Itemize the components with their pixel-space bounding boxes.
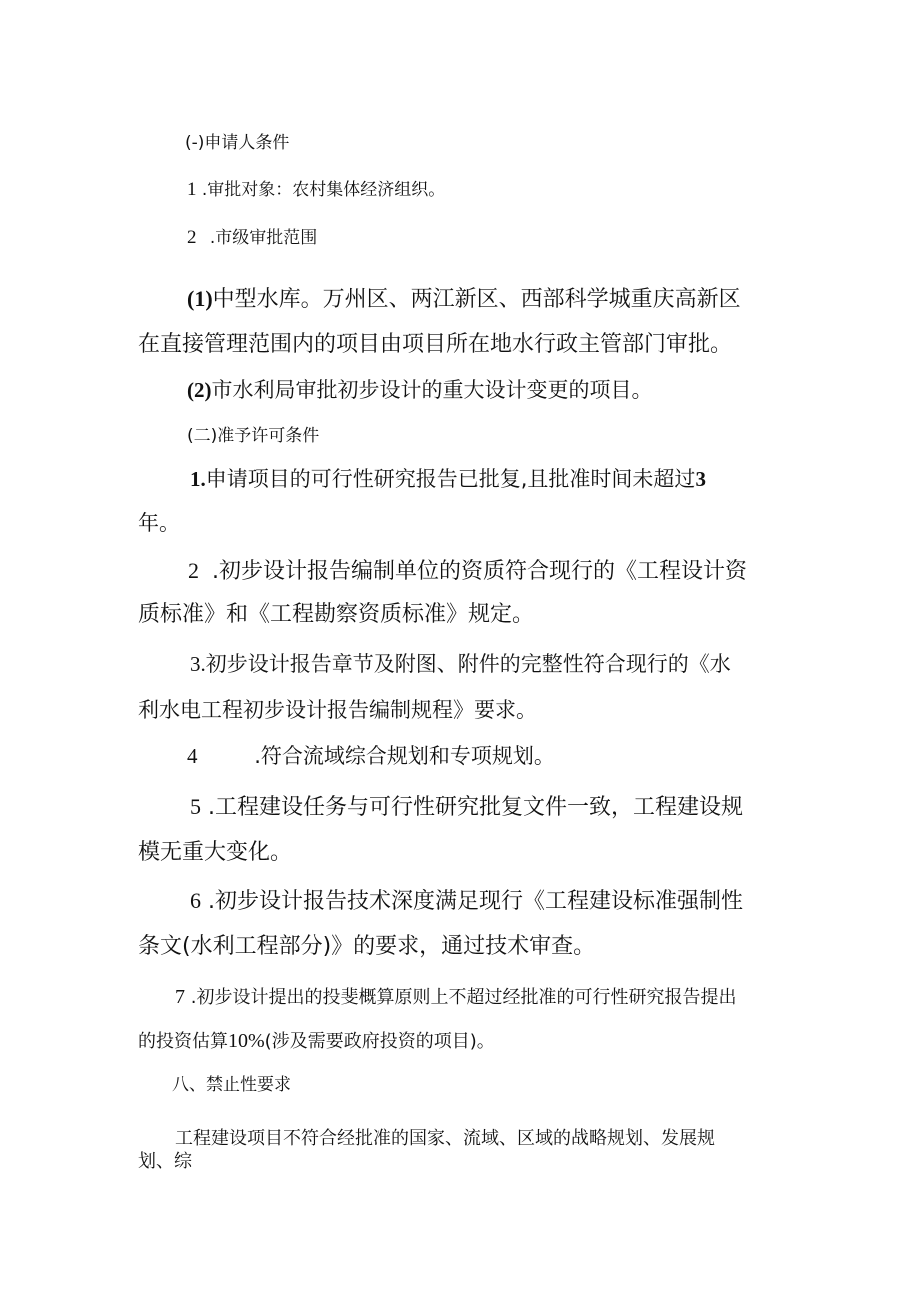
permit-condition-4 xyxy=(187,746,555,767)
section-heading-applicant-conditions: (-)申请人条件 xyxy=(185,133,290,153)
condition-number: 5 xyxy=(190,794,201,819)
condition-text-line-1: .初步设计报告技术深度满足现行《工程建设标准强制性 xyxy=(208,889,743,914)
condition-number: 7 xyxy=(175,986,185,1008)
permit-condition-6 xyxy=(190,890,743,913)
condition-text-line-1: 初步设计报告章节及附图、附件的完整性符合现行的《水 xyxy=(205,652,731,676)
item-text: .市级审批范围 xyxy=(209,228,318,248)
condition-text-part-2: (涉及需要政府投资的项目)。 xyxy=(264,1031,495,1052)
paragraph-text-line-1: 中型水库。万州区、两江新区、西部科学城重庆高新区 xyxy=(212,287,741,312)
permit-condition-6-line-2: 条文(水利工程部分)》的要求，通过技术审查。 xyxy=(138,934,596,959)
permit-condition-5-line-2: 模无重大变化。 xyxy=(138,840,293,865)
permit-condition-2-line-2: 质标准》和《工程勘察资质标准》规定。 xyxy=(138,602,535,627)
permit-condition-1 xyxy=(190,469,706,490)
condition-number: 6 xyxy=(190,888,201,913)
item-number: 1 xyxy=(187,179,197,200)
investment-percentage: 10% xyxy=(228,1030,265,1052)
item-text: .审批对象：农村集体经济组织。 xyxy=(201,180,446,200)
approval-scope-paragraph-2 xyxy=(187,380,653,401)
paragraph-number: (1) xyxy=(187,286,213,311)
prohibition-paragraph-line-1: 工程建设项目不符合经批准的国家、流域、区域的战略规划、发展规 xyxy=(175,1128,715,1149)
condition-number: 2 xyxy=(188,558,199,583)
permit-condition-2 xyxy=(188,560,747,583)
permit-condition-5 xyxy=(190,796,743,819)
applicant-item-1 xyxy=(187,180,445,199)
permit-condition-3-line-2: 利水电工程初步设计报告编制规程》要求。 xyxy=(138,698,537,722)
condition-number: 4 xyxy=(187,744,198,768)
permit-condition-7-line-2 xyxy=(138,1031,495,1051)
permit-condition-7 xyxy=(175,987,736,1007)
section-heading-prohibitions: 八、禁止性要求 xyxy=(172,1075,291,1095)
condition-text-line-1: .初步设计提出的投斐概算原则上不超过经批准的可行性研究报告提出 xyxy=(190,987,737,1008)
condition-text-part-1: 的投资估算 xyxy=(138,1031,228,1052)
permit-condition-1-line-2: 年。 xyxy=(138,511,180,535)
paragraph-number: (2) xyxy=(187,378,212,402)
condition-number: 3. xyxy=(190,652,206,676)
condition-text-line-1: 申请项目的可行性研究报告已批复,且批准时间未超过 xyxy=(205,467,696,491)
condition-text-line-1: .工程建设任务与可行性研究批复文件一致，工程建设规 xyxy=(208,795,743,820)
applicant-item-2 xyxy=(187,228,317,247)
condition-text-line-1: .初步设计报告编制单位的资质符合现行的《工程设计资 xyxy=(212,559,747,584)
condition-year-number: 3 xyxy=(695,467,706,491)
section-heading-permit-conditions: (二)准予许可条件 xyxy=(187,426,320,446)
approval-scope-paragraph-1 xyxy=(187,288,741,311)
approval-scope-paragraph-1-line-2: 在直接管理范围内的项目由项目所在地水行政主管部门审批。 xyxy=(138,332,733,357)
paragraph-text: 市水利局审批初步设计的重大设计变更的项目。 xyxy=(211,378,653,402)
condition-number: 1. xyxy=(190,467,206,491)
item-number: 2 xyxy=(187,227,197,248)
condition-text: .符合流域综合规划和专项规划。 xyxy=(254,744,555,768)
permit-condition-3 xyxy=(190,654,731,675)
prohibition-paragraph-line-2: 划、综 xyxy=(138,1151,192,1172)
